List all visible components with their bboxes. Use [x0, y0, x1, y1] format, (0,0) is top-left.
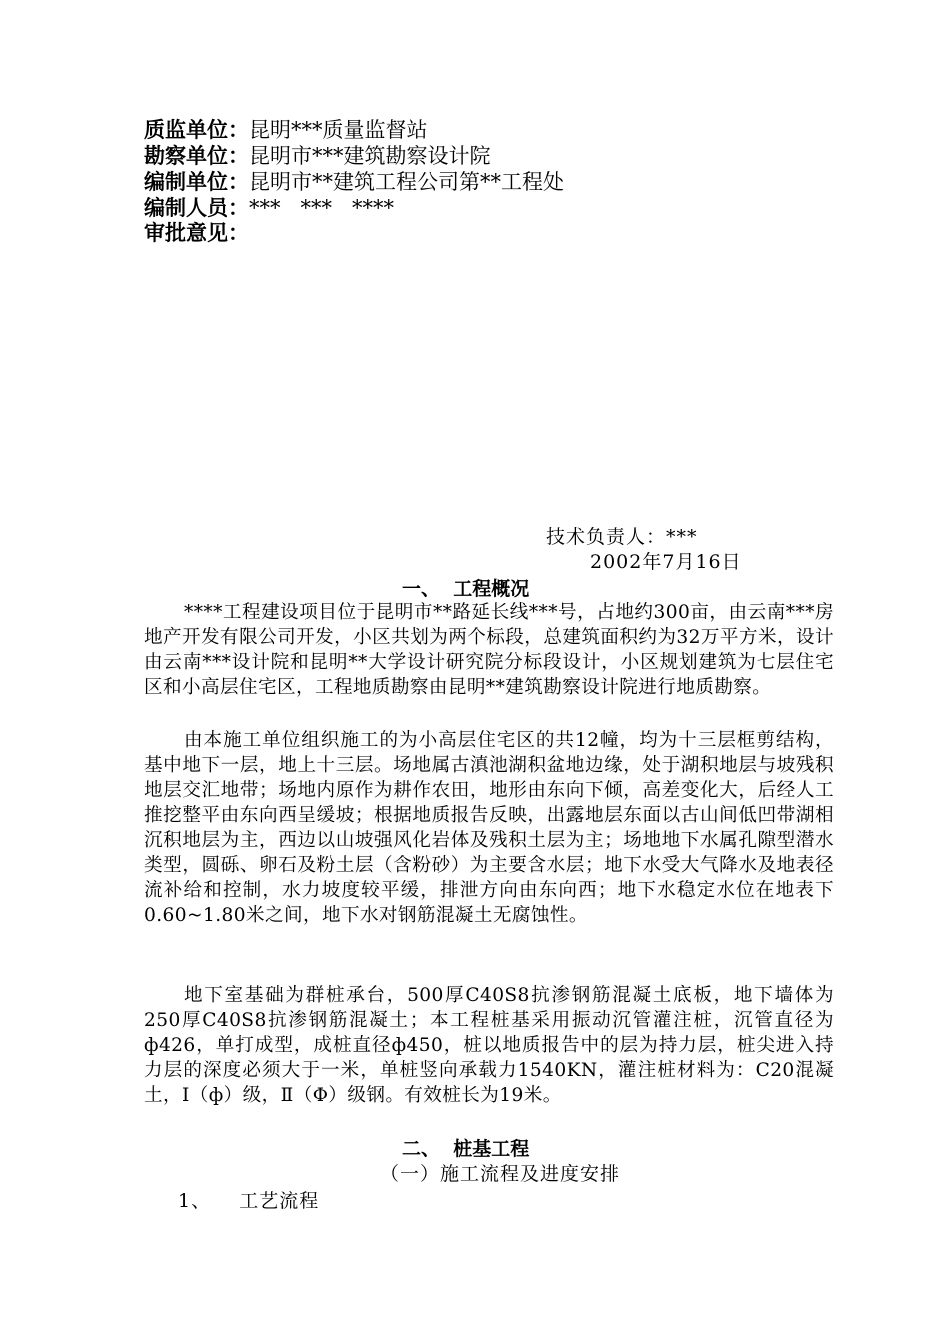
header-label: 编制人员： [144, 196, 249, 220]
header-label: 编制单位： [144, 170, 249, 194]
header-row-approval [144, 221, 249, 245]
section1-paragraph-3: 地下室基础为群桩承台，500厚C40S8抗渗钢筋混凝土底板，地下墙体为250厚C40S8抗渗钢筋混凝土；本工程桩基采用振动沉管灌注桩，沉管直径为ф426，单打成型，成桩直径ф450，桩以地质报告中的层为持力层，桩尖进入持力层的深度必须大于一米，单桩竖向承载力1540KN，灌注桩材料为：C20混凝土，Ⅰ（ф）级，Ⅱ（Φ）级钢。有效桩长为19米。 [144, 985, 834, 1106]
section1-title: 一、 工程概况 [402, 578, 530, 600]
header-label: 质监单位： [144, 118, 249, 142]
header-label: 审批意见： [144, 221, 249, 245]
header-row-compilers [144, 196, 394, 220]
signature-date: 2002年7月16日 [590, 551, 742, 573]
header-value: 昆明***质量监督站 [249, 118, 428, 142]
section2-item-process: 1、 工艺流程 [178, 1190, 320, 1212]
header-row-compiler-unit [144, 170, 564, 194]
header-label: 勘察单位： [144, 144, 249, 168]
section1-paragraph-2: 由本施工单位组织施工的为小高层住宅区的共12幢，均为十三层框剪结构，基中地下一层，地上十三层。场地属古滇池湖积盆地边缘，处于湖积地层与坡残积地层交汇地带；场地内原作为耕作农田，地形由东向下倾，高差变化大，后经人工推挖整平由东向西呈缓坡；根据地质报告反映，出露地层东面以古山间低凹带湖相沉积地层为主，西边以山坡强风化岩体及残积土层为主；场地地下水属孔隙型潜水类型，圆砾、卵石及粉土层（含粉砂）为主要含水层；地下水受大气降水及地表径流补给和控制，水力坡度较平缓，排泄方向由东向西；地下水稳定水位在地表下0.60~1.80米之间，地下水对钢筋混凝土无腐蚀性。 [144, 730, 834, 926]
section2-subtitle: （一）施工流程及进度安排 [380, 1163, 621, 1185]
header-value: 昆明市***建筑勘察设计院 [249, 144, 491, 168]
section2-title: 二、 桩基工程 [402, 1138, 530, 1160]
header-value: *** *** **** [249, 196, 395, 220]
header-row-survey [144, 144, 491, 168]
header-row-supervision [144, 118, 428, 142]
section1-paragraph-1: ****工程建设项目位于昆明市**路延长线***号，占地约300亩，由云南***房地产开发有限公司开发，小区共划为两个标段，总建筑面积约为32万平方米，设计由云南***设计院和昆明**大学设计研究院分标段设计，小区规划建筑为七层住宅区和小高层住宅区，工程地质勘察由昆明**建筑勘察设计院进行地质勘察。 [144, 602, 834, 698]
tech-lead-signature: 技术负责人：*** [546, 526, 698, 548]
header-value: 昆明市**建筑工程公司第**工程处 [249, 170, 564, 194]
